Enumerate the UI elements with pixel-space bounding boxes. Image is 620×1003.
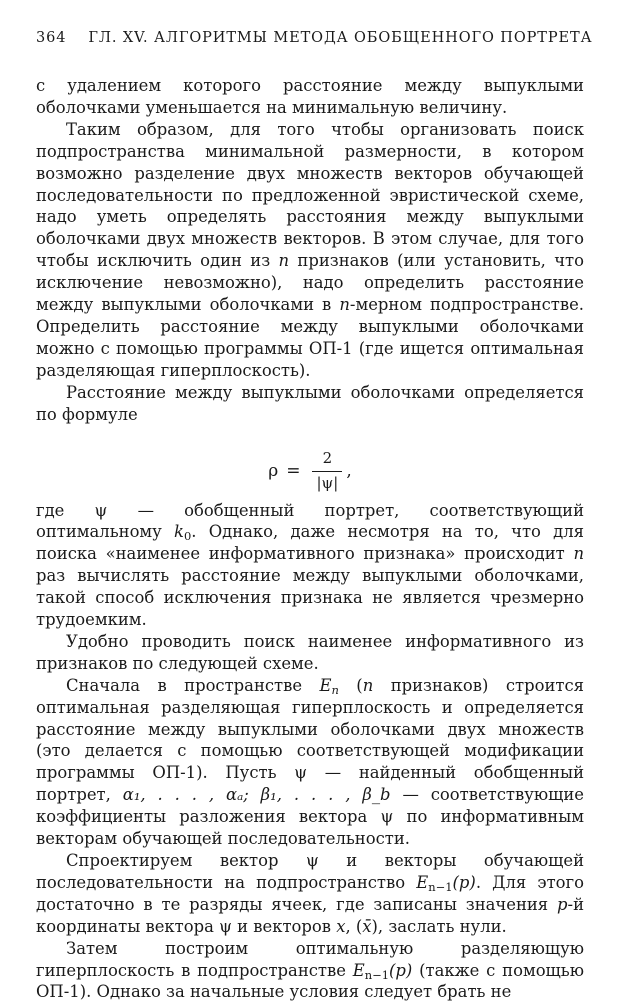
paragraph-2: Таким образом, для того чтобы организовать поиск подпространства минимальной размерности, в котором возможно разделение двух множеств векторов обучающей последовательности по предложенной эвристической схеме, надо уметь определять расстояния между выпуклыми оболочками двух множеств векторов. В этом случае, для того чтобы исключить один из n признаков (или установить, что исключение невозможно), надо определить расстояние между выпуклыми оболочками в n-мерном подпространстве. Определить расстояние между выпуклыми оболочками можно с помощью программы ОП-1 (где ищется оптимальная разделяющая гиперплоскость). bbox=[36, 119, 584, 380]
paragraph-5: Удобно проводить поиск наименее информативного из признаков по следующей схеме. bbox=[36, 631, 584, 673]
formula-trail: , bbox=[346, 460, 352, 481]
formula-numerator: 2 bbox=[322, 449, 333, 468]
paragraph-4: где ψ — обобщенный портрет, соответствующий оптимальному $k_0$. Однако, даже несмотря на то, что для поиска «наименее информативного признака» происходит n раз вычислять расстояние между выпуклыми оболочками, такой способ исключения признака не является чрезмерно трудоемким. bbox=[36, 500, 584, 630]
formula-fraction bbox=[312, 448, 342, 495]
book-page bbox=[36, 30, 593, 1002]
distance-formula bbox=[36, 450, 584, 494]
paragraph-1: с удалением которого расстояние между выпуклыми оболочками уменьшается на минимальную величину. bbox=[36, 76, 584, 117]
paragraph-6: Сначала в пространстве $E_n$ (n признаков) строится оптимальная разделяющая гиперплоскость и определяется расстояние между выпуклыми оболочками двух множеств (это делается с помощью соответствующей модификации программы ОП-1). Пусть ψ — найденный обобщенный портрет, α₁, . . . , αₐ; β₁, . . . , β_b — соответствующие коэффициенты разложения вектора ψ по информативным векторам обучающей последовательности. bbox=[36, 675, 584, 849]
formula-equals: = bbox=[286, 460, 301, 481]
running-head bbox=[36, 30, 593, 60]
paragraph-7: Спроектируем вектор ψ и векторы обучающей последовательности на подпространство $E_{n-1}(p)$. Для этого достаточно в те разряды ячеек, где записаны значения p-й координаты вектора ψ и векторов x, (x̄), заслать нули. bbox=[36, 851, 584, 936]
chapter-title: ГЛ. XV. АЛГОРИТМЫ МЕТОДА ОБОБЩЕННОГО ПОРТРЕТА bbox=[88, 30, 593, 46]
paragraph-3: Расстояние между выпуклыми оболочками определяется по формуле bbox=[36, 382, 584, 424]
formula-lhs: ρ bbox=[268, 460, 279, 481]
body-text bbox=[36, 75, 584, 1003]
formula-denominator: |ψ| bbox=[316, 474, 339, 492]
paragraph-8: Затем построим оптимальную разделяющую гиперплоскость в подпространстве $E_{n-1}(p)$ (также с помощью ОП-1). Однако за начальные условия следует брать не bbox=[36, 938, 584, 1002]
page-number: 364 bbox=[36, 30, 67, 46]
